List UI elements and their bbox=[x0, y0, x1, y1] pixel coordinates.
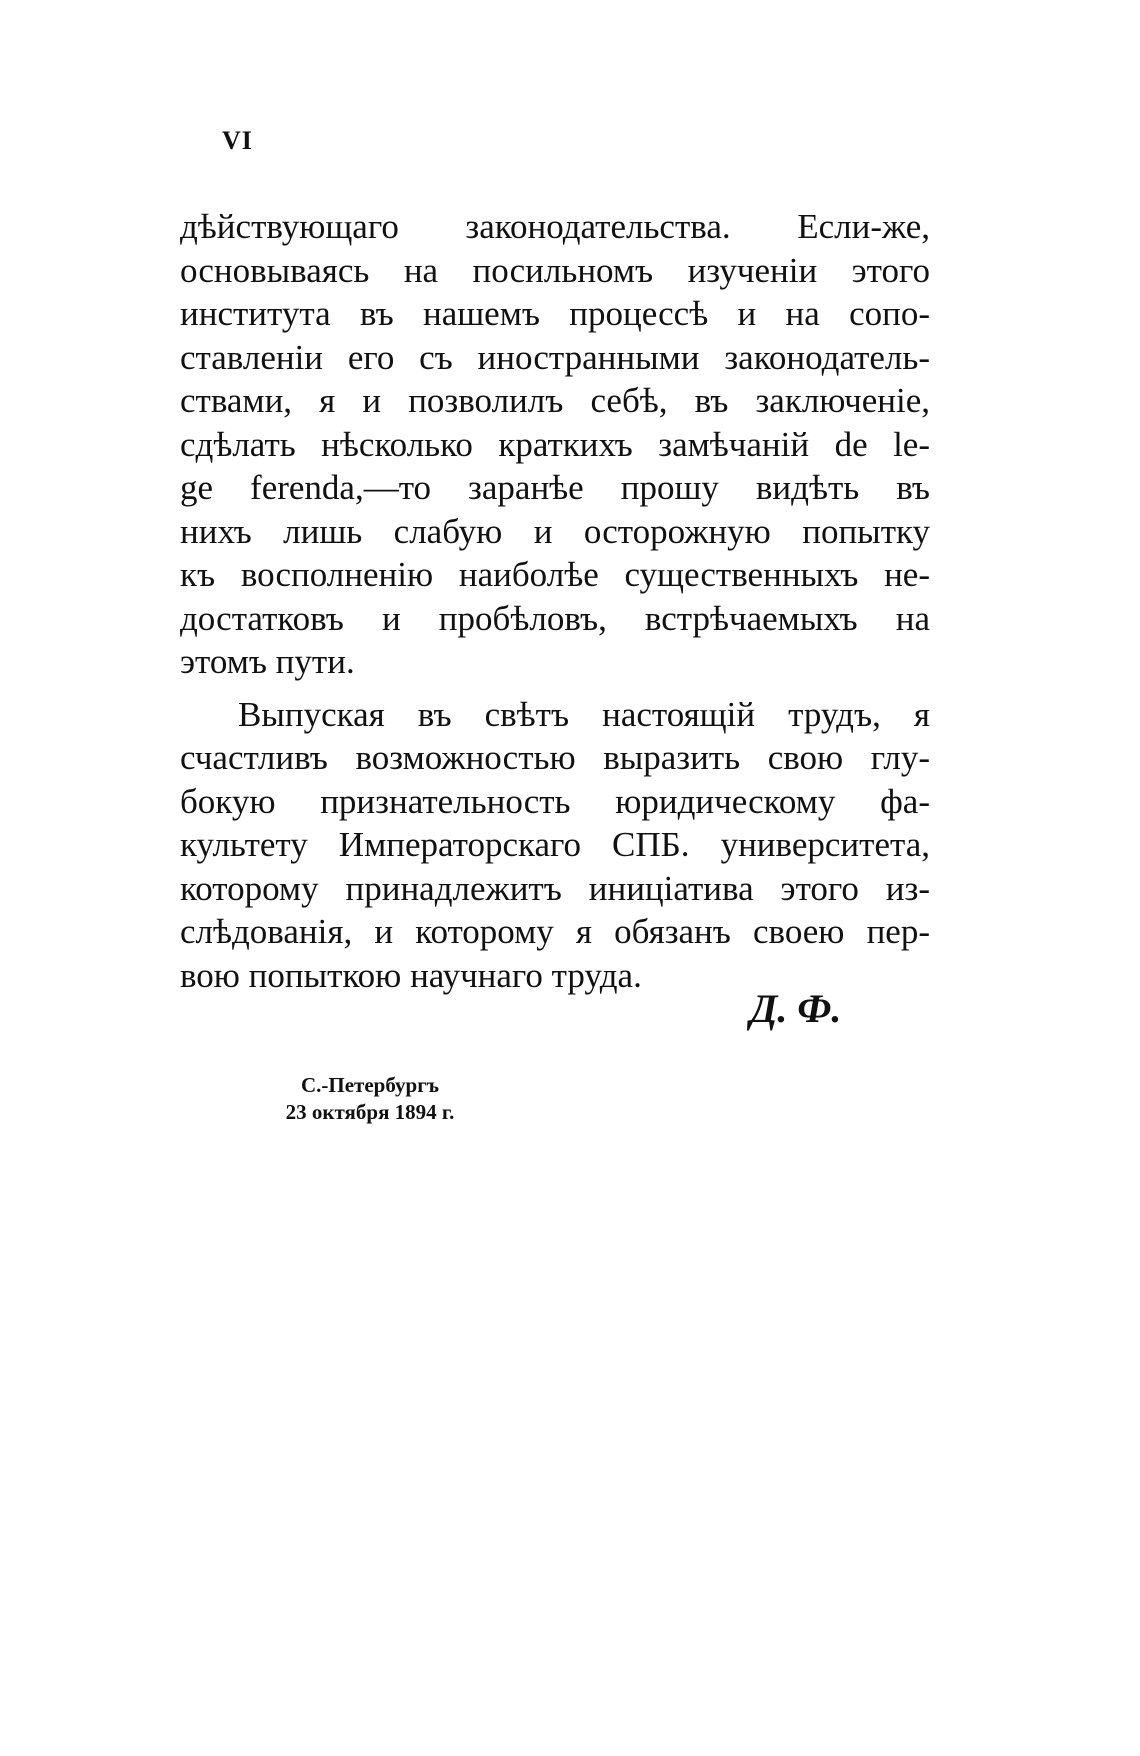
text-line: слѣдованія, и которому я обязанъ своею пер- bbox=[180, 912, 930, 951]
text-line: дѣйствующаго законодательства. Если-же, bbox=[180, 207, 930, 246]
text-line: этомъ пути. bbox=[180, 642, 355, 681]
text-line: къ восполненію наиболѣе существенныхъ не- bbox=[180, 555, 930, 594]
text-line: достатковъ и пробѣловъ, встрѣчаемыхъ на bbox=[180, 598, 930, 638]
text-line: ставленіи его съ иностранными законодатель- bbox=[180, 337, 930, 377]
signature: Д. Ф. bbox=[750, 986, 842, 1031]
dateline bbox=[250, 1072, 490, 1126]
paragraph-gap bbox=[180, 684, 930, 693]
text-line: бокую признательность юридическому фа- bbox=[180, 781, 930, 821]
text-line: ствами, я и позволилъ себѣ, въ заключеніе, bbox=[180, 381, 930, 420]
preface-text bbox=[180, 205, 930, 997]
text-line: счастливъ возможностью выразить свою глу- bbox=[180, 738, 930, 777]
paragraph-1 bbox=[180, 205, 930, 684]
text-line: вою попыткою научнаго труда. bbox=[180, 955, 642, 995]
text-line: института въ нашемъ процессѣ и на сопо- bbox=[180, 294, 930, 333]
paragraph-2 bbox=[180, 693, 930, 998]
text-line: Выпуская въ свѣтъ настоящій трудъ, я bbox=[238, 694, 930, 734]
text-line: основываясь на посильномъ изученіи этого bbox=[180, 250, 930, 290]
text-line: культету Императорскаго СПБ. университета, bbox=[180, 825, 930, 864]
dateline-city: С.-Петербургъ bbox=[300, 1073, 440, 1097]
text-line: нихъ лишь слабую и осторожную попытку bbox=[180, 511, 930, 551]
text-line: которому принадлежитъ иниціатива этого из- bbox=[180, 868, 930, 908]
text-line: сдѣлать нѣсколько краткихъ замѣчаній de le- bbox=[180, 424, 930, 464]
dateline-date: 23 октября 1894 г. bbox=[285, 1100, 455, 1124]
text-line: ge ferenda,—то заранѣе прошу видѣть въ bbox=[180, 468, 930, 507]
page-number: VI bbox=[222, 126, 253, 155]
